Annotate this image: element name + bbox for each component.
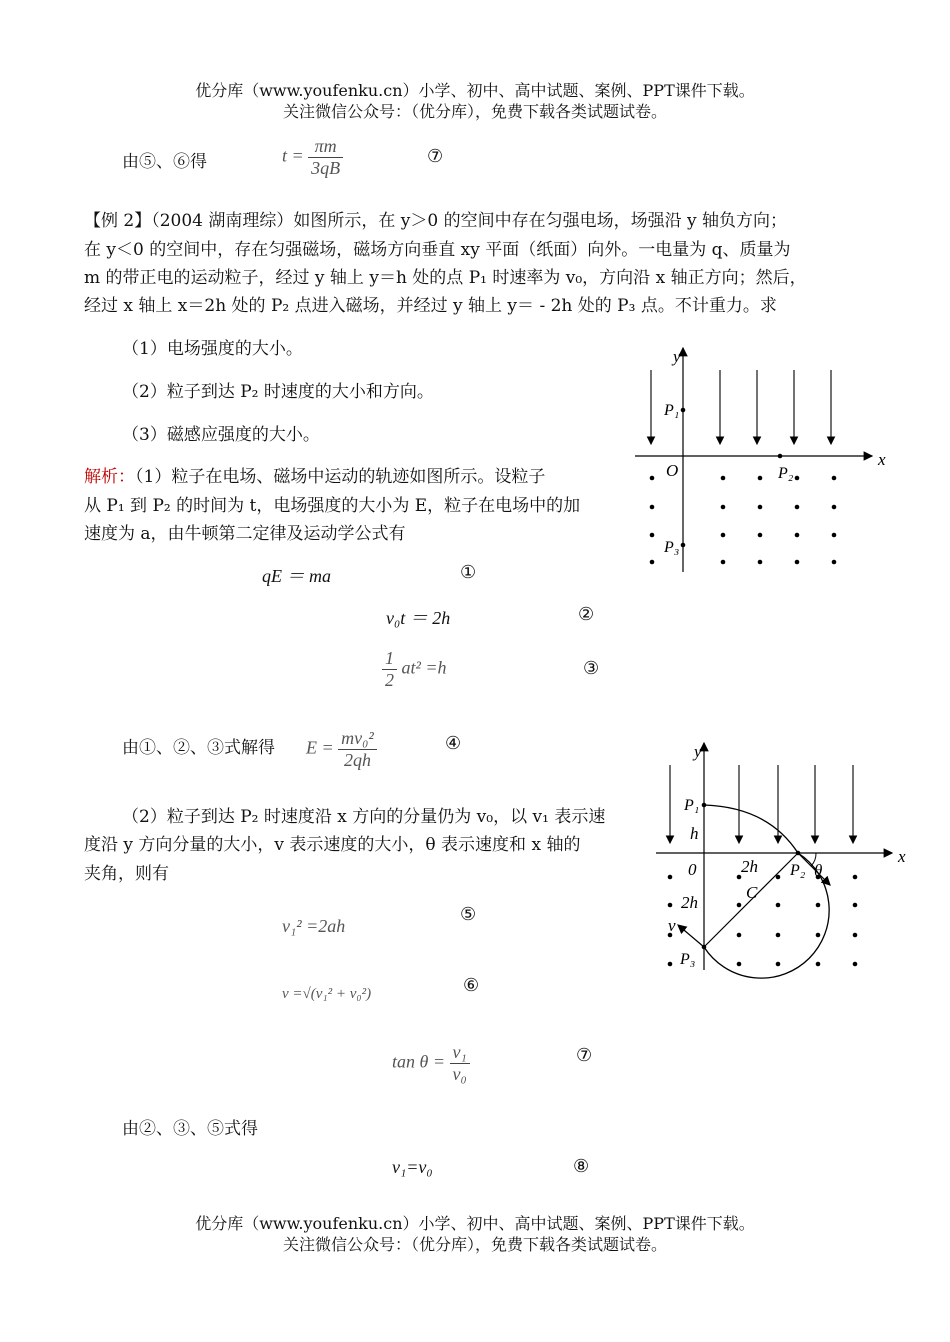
top-formula [282,136,343,179]
fig2-y-label: y [694,742,702,761]
top-lead: 由⑤、⑥得 [122,152,207,172]
top-formula-num: πm [308,136,343,158]
top-formula-lhs: t = [282,145,304,166]
eq4-lead: 由①、②、③式解得 [122,738,275,758]
eq6-number: ⑥ [463,975,480,996]
figure-2 [648,735,918,980]
eq1: qE ＝ ma [262,566,331,586]
fig2-x-label: x [898,847,906,866]
fig2-origin-label: 0 [688,860,697,879]
fig2-c-label: C [746,883,758,902]
fig2-p1-point [702,803,707,808]
fig1-y-label: y [673,347,681,366]
fig2-circle-arc [704,853,829,978]
fig2-p2-point [796,851,801,856]
example-line-2: 在 y＜0 的空间中，存在匀强磁场，磁场方向垂直 xy 平面（纸面）向外。一电量为 q、质量为 [84,240,791,260]
eq1-number: ① [460,562,477,583]
eq5-number: ⑤ [460,904,477,925]
fig1-p3-point [681,543,686,548]
eq3-num: 1 [382,648,397,670]
fig2-2h-x-label: 2h [741,857,758,876]
fig2-velocity-p3 [678,925,704,947]
header-line-1: 优分库（www.youfenku.cn）小学、初中、高中试题、案例、PPT课件下载。 [195,81,755,100]
question-2: （2）粒子到达 P₂ 时速度的大小和方向。 [122,382,434,402]
top-eq-number: ⑦ [427,146,444,167]
fig1-p2-label: P₂ [778,465,794,482]
eq7-den: v₀ [452,1064,467,1084]
top-formula-den: 3qB [311,158,341,178]
fig2-v-label: v [668,916,676,935]
eq7-fraction [450,1042,470,1085]
eq2: v₀t ＝ 2h [386,608,451,628]
fig2-p3-point [702,945,707,950]
eq3-rest: at² =h [401,657,447,678]
example-line-4: 经过 x 轴上 x＝2h 处的 P₂ 点进入磁场，并经过 y 轴上 y＝ - 2h 处的 P₃ 点。不计重力。求 [84,296,777,316]
eq4-lhs: E = [306,737,334,758]
solution-intro-text-1: （1）粒子在电场、磁场中运动的轨迹如图所示。设粒子 [135,467,546,487]
eq3-fraction [382,648,397,691]
part2-line-3: 夹角，则有 [84,864,169,884]
eq8-lead: 由②、③、⑤式得 [122,1119,258,1139]
question-1: （1）电场强度的大小。 [122,339,303,359]
footer-line-2: 关注微信公众号：（优分库），免费下载各类试题试卷。 [282,1235,667,1254]
eq5: v₁² =2ah [282,916,346,936]
top-formula-fraction [308,136,343,179]
solution-intro-line-2: 从 P₁ 到 P₂ 的时间为 t，电场强度的大小为 E，粒子在电场中的加 [84,496,581,516]
part2-line-2: 度沿 y 方向分量的大小，v 表示速度的大小，θ 表示速度和 x 轴的 [84,835,581,855]
eq7-lhs: tan θ = [392,1051,445,1072]
example-line-3: m 的带正电的运动粒子，经过 y 轴上 y＝h 处的点 P₁ 时速率为 v₀，方向沿 x 轴正方向；然后， [84,268,807,288]
fig1-origin-label: O [666,461,679,480]
eq7-number: ⑦ [576,1045,593,1066]
fig2-2h-y-label: 2h [681,893,698,912]
eq4-fraction [338,728,377,771]
fig2-theta-label: θ [814,861,823,880]
fig1-p1-label: P₁ [664,402,680,419]
fig2-parabola-path [704,805,798,853]
eq7 [392,1042,470,1085]
solution-intro-line-1 [84,462,545,487]
eq4-number: ④ [445,733,462,754]
fig1-p2-point [778,454,783,459]
fig1-x-label: x [878,450,886,469]
eq6: v =√(v₁² + v₀²) [282,986,372,1002]
fig2-p3-label: P₃ [680,951,696,968]
header-line-2: 关注微信公众号：（优分库），免费下载各类试题试卷。 [282,102,667,121]
eq3 [382,648,447,691]
fig2-p1-label: P₁ [684,797,700,814]
eq4-num: mv₀² [338,728,377,750]
fig2-p2-label: P₂ [790,862,806,879]
figure-1 [630,340,900,580]
eq3-den: 2 [385,670,394,690]
fig1-p1-point [681,408,686,413]
eq7-num: v₁ [450,1042,470,1064]
part2-line-1: （2）粒子到达 P₂ 时速度沿 x 方向的分量仍为 v₀，以 v₁ 表示速 [122,807,606,827]
eq2-number: ② [578,604,595,625]
solution-intro-line-3: 速度为 a，由牛顿第二定律及运动学公式有 [84,524,406,544]
eq8: v₁=v₀ [392,1157,433,1177]
eq4-den: 2qh [343,750,371,770]
example-line-1: 【例 2】（2004 湖南理综）如图所示，在 y＞0 的空间中存在匀强电场，场强沿 y 轴负方向； [84,211,788,231]
solution-label: 解析： [84,467,135,487]
fig2-h-label: h [690,824,699,843]
question-3: （3）磁感应强度的大小。 [122,425,320,445]
footer-line-1: 优分库（www.youfenku.cn）小学、初中、高中试题、案例、PPT课件下载。 [195,1214,755,1233]
fig1-p3-label: P₃ [664,539,680,556]
eq8-number: ⑧ [573,1156,590,1177]
eq4 [306,728,377,771]
eq3-number: ③ [583,658,600,679]
